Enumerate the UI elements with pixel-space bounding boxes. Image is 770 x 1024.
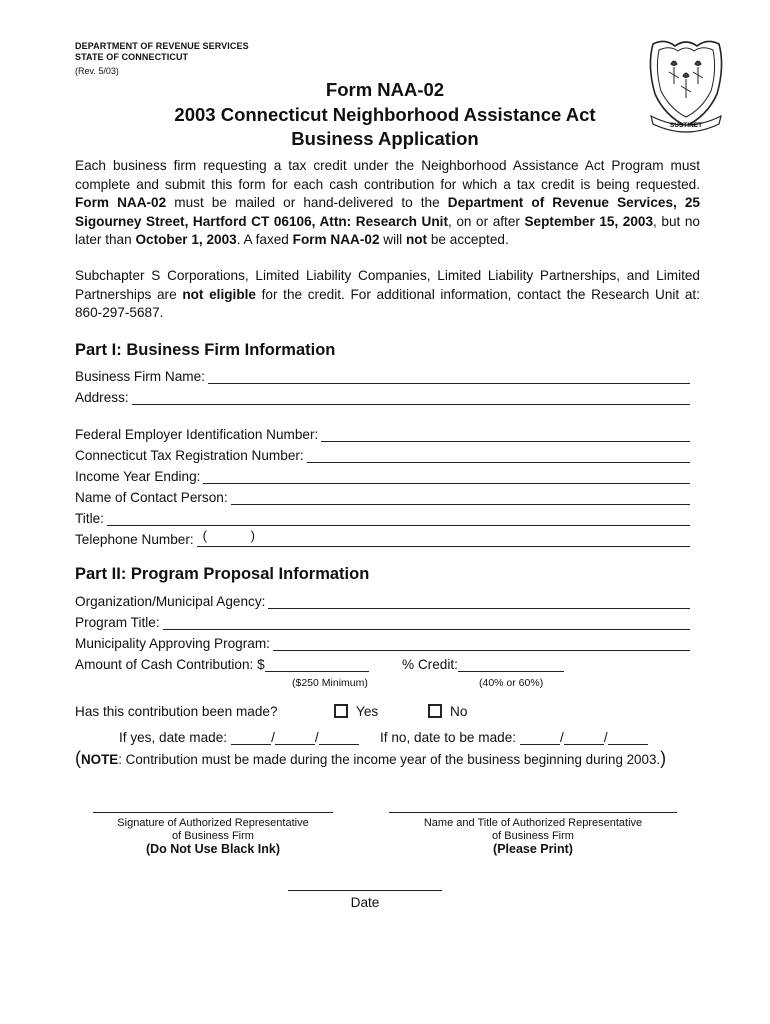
contact-field[interactable] <box>75 486 690 505</box>
area-code-open: ( <box>202 528 207 543</box>
contact-label: Name of Contact Person: <box>75 490 228 505</box>
date-label: Date <box>350 895 380 910</box>
contribution-note: (NOTE: Contribution must be made during the income year of the business beginning during 2003.) <box>75 748 667 768</box>
fein-input[interactable] <box>321 428 690 442</box>
name-title-caption: Name and Title of Authorized Representative of Business Firm (Please Print) <box>423 817 643 856</box>
area-code-close: ) <box>250 528 255 543</box>
income-year-field[interactable] <box>75 465 690 484</box>
form-title: 2003 Connecticut Neighborhood Assistance Act <box>174 104 596 125</box>
signature-line[interactable] <box>93 812 333 813</box>
date-made-year[interactable] <box>319 731 359 745</box>
contribution-made-question: Has this contribution been made? <box>75 704 278 719</box>
address-field[interactable] <box>75 386 690 405</box>
date-to-be-made-label: If no, date to be made: <box>380 730 517 745</box>
date-line[interactable] <box>288 890 442 891</box>
date-separator: / <box>560 730 564 745</box>
date-to-be-made-field[interactable] <box>380 726 648 745</box>
credit-options-note: (40% or 60%) <box>479 677 544 689</box>
date-made-month[interactable] <box>231 731 271 745</box>
date-separator: / <box>314 730 319 745</box>
part1-heading: Part I: Business Firm Information <box>75 341 336 359</box>
yes-label: Yes <box>356 704 379 719</box>
ct-tax-input[interactable] <box>307 449 690 463</box>
ct-tax-label: Connecticut Tax Registration Number: <box>75 448 304 463</box>
date-made-day[interactable] <box>275 731 315 745</box>
ct-tax-field[interactable] <box>75 444 690 463</box>
no-checkbox[interactable] <box>428 704 442 718</box>
contact-input[interactable] <box>231 491 690 505</box>
address-input[interactable] <box>132 391 690 405</box>
business-name-input[interactable] <box>208 370 690 384</box>
date-separator: / <box>271 730 275 745</box>
organization-label: Organization/Municipal Agency: <box>75 594 266 609</box>
amount-input[interactable] <box>265 658 369 672</box>
telephone-input[interactable] <box>197 528 690 547</box>
credit-input[interactable] <box>458 658 564 672</box>
title-field[interactable] <box>75 507 690 526</box>
date-to-be-made-month[interactable] <box>520 731 560 745</box>
part2-heading: Part II: Program Proposal Information <box>75 565 370 583</box>
name-title-line[interactable] <box>389 812 677 813</box>
no-label: No <box>450 704 468 719</box>
title-label: Title: <box>75 511 104 526</box>
date-made-field[interactable] <box>119 726 359 745</box>
date-to-be-made-year[interactable] <box>608 731 648 745</box>
income-year-input[interactable] <box>203 470 690 484</box>
intro-paragraph-2: Subchapter S Corporations, Limited Liability Companies, Limited Liability Partnerships, and Limited Partnerships are not eligible for the credit. For additional information, contact the Research Unit at: 860-297-5687. <box>75 268 700 320</box>
department-header <box>75 41 249 63</box>
signature-caption: Signature of Authorized Representative of Business Firm (Do Not Use Black Ink) <box>117 817 309 856</box>
telephone-label: Telephone Number: <box>75 532 194 547</box>
date-to-be-made-day[interactable] <box>564 731 604 745</box>
municipality-label: Municipality Approving Program: <box>75 636 270 651</box>
yes-checkbox[interactable] <box>334 704 348 718</box>
yes-option[interactable] <box>334 704 378 719</box>
program-title-label: Program Title: <box>75 615 160 630</box>
date-separator: / <box>603 730 608 745</box>
form-subtitle: Business Application <box>291 128 479 149</box>
fein-label: Federal Employer Identification Number: <box>75 427 319 442</box>
telephone-field[interactable] <box>75 528 690 547</box>
credit-label: % Credit: <box>402 657 458 672</box>
program-title-field[interactable] <box>75 611 690 630</box>
state-name: STATE OF CONNECTICUT <box>75 52 189 62</box>
income-year-label: Income Year Ending: <box>75 469 201 484</box>
business-name-label: Business Firm Name: <box>75 369 205 384</box>
address-label: Address: <box>75 390 129 405</box>
organization-input[interactable] <box>268 595 690 609</box>
credit-field[interactable] <box>402 653 564 672</box>
form-number: Form NAA-02 <box>325 79 445 100</box>
intro-paragraph-1: Each business firm requesting a tax credit under the Neighborhood Assistance Act Program must complete and submit this form for each cash contribution for which a tax credit is being requested. Form NAA-02 must be mailed or hand-delivered to the Department of Revenue Services, 25 Sigourney Street, Hartford CT 06106, Attn: Research Unit, on or after September 15, 2003, but no later than October 1, 2003. A faxed Form NAA-02 will not be accepted. <box>75 158 700 247</box>
date-made-label: If yes, date made: <box>119 730 228 745</box>
revision-date: (Rev. 5/03) <box>75 66 119 76</box>
municipality-input[interactable] <box>273 637 690 651</box>
fein-field[interactable] <box>75 423 690 442</box>
business-name-field[interactable] <box>75 365 690 384</box>
organization-field[interactable] <box>75 590 690 609</box>
amount-label: Amount of Cash Contribution: $ <box>75 657 265 672</box>
title-input[interactable] <box>107 512 690 526</box>
seal-motto: SUSTINET <box>669 122 703 129</box>
no-option[interactable] <box>428 704 467 719</box>
department-name: DEPARTMENT OF REVENUE SERVICES <box>75 41 249 51</box>
municipality-field[interactable] <box>75 632 690 651</box>
amount-field[interactable] <box>75 653 369 672</box>
program-title-input[interactable] <box>163 616 690 630</box>
minimum-note: ($250 Minimum) <box>292 677 368 689</box>
